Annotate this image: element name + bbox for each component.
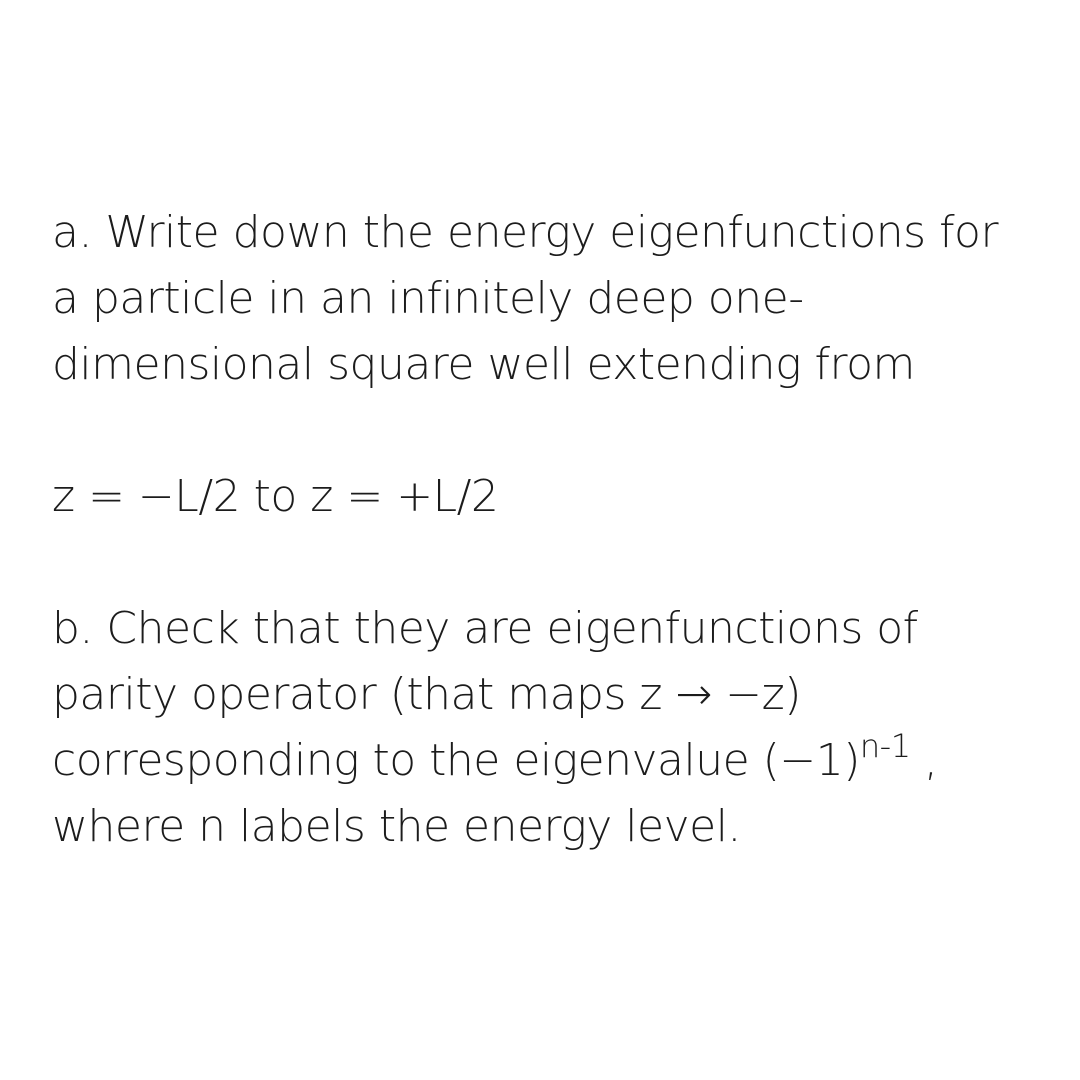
eigenvalue-comma: , (910, 735, 938, 786)
eigenvalue-text: corresponding to the eigenvalue (−1) (52, 735, 860, 786)
part-a-paragraph (52, 200, 1032, 398)
eigenvalue-exponent: n-1 (859, 727, 911, 765)
part-a-line-1: a. Write down the energy eigenfunctions for (52, 207, 999, 258)
part-b-line-4: where n labels the energy level. (52, 801, 741, 852)
problem-text (52, 200, 1032, 860)
part-a-line-3: dimensional square well extending from (52, 339, 915, 390)
part-b-line-1: b. Check that they are eigenfunctions of (52, 603, 918, 654)
part-b-paragraph (52, 596, 1032, 860)
part-b-line-2: parity operator (that maps z → −z) (52, 669, 801, 720)
boundary-equation: z = −L/2 to z = +L/2 (52, 471, 499, 522)
part-a-line-2: a particle in an infinitely deep one- (52, 273, 804, 324)
part-b-line-3 (52, 728, 1032, 794)
